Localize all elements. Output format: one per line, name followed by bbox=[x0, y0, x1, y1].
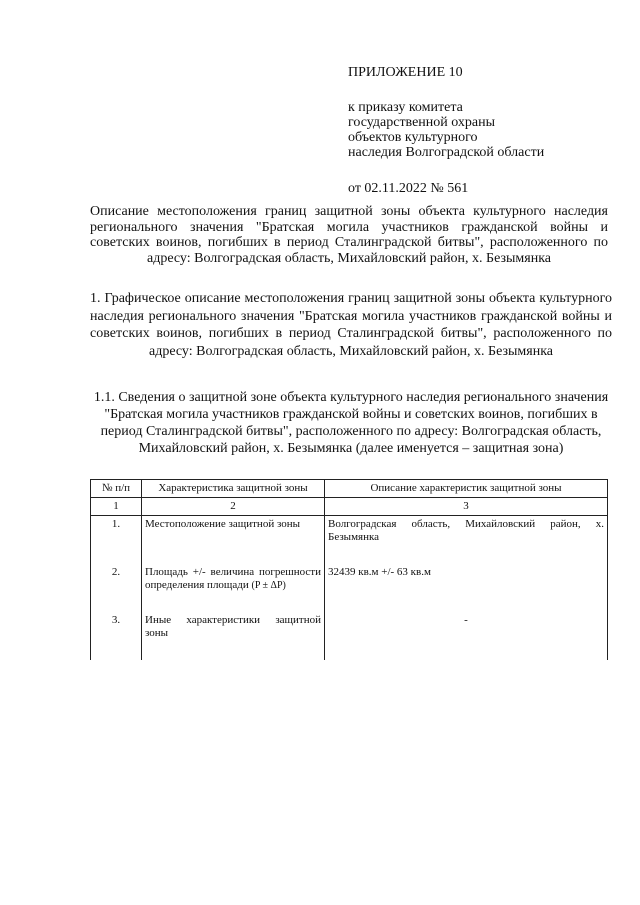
row-characteristic: Местоположение защитной зоны bbox=[142, 516, 325, 565]
row-number: 3. bbox=[91, 612, 142, 660]
header-number: № п/п bbox=[91, 480, 142, 498]
row-description: Волгоградская область, Михайловский район, х. Безымянка bbox=[325, 516, 608, 565]
document-heading: Описание местоположения границ защитной зоны объекта культурного наследия регионального значения "Братская могила участников гражданской войны и советских воинов, погибших в период Сталинградской битвы", расположенного по адресу: Волгоградская область, Михайловский район, х. Безымянка bbox=[90, 204, 608, 266]
appendix-line: государственной охраны bbox=[348, 115, 496, 130]
column-number: 3 bbox=[325, 498, 608, 516]
appendix-block bbox=[348, 64, 618, 198]
area-formula: (P ± ΔP) bbox=[251, 580, 286, 591]
header-characteristic: Характеристика защитной зоны bbox=[142, 480, 325, 498]
table-header-row bbox=[91, 480, 608, 498]
row-number: 2. bbox=[91, 564, 142, 612]
column-number: 2 bbox=[142, 498, 325, 516]
appendix-line: к приказу комитета bbox=[348, 100, 463, 115]
appendix-order-reference bbox=[348, 100, 618, 160]
row-description: - bbox=[325, 612, 608, 660]
header-description: Описание характеристик защитной зоны bbox=[325, 480, 608, 498]
row-characteristic: Иные характеристики защитной зоны bbox=[142, 612, 325, 660]
table-row bbox=[91, 564, 608, 612]
section-1-title: 1. Графическое описание местоположения границ защитной зоны объекта культурного наследия регионального значения "Братская могила участников гражданской войны и советских воинов, погибших в период Сталинградской битвы", расположенного по адресу: Волгоградская область, Михайловский район, х. Безымянка bbox=[90, 291, 612, 359]
row-number: 1. bbox=[91, 516, 142, 565]
row-characteristic: Площадь +/- величина погрешности определения площади bbox=[145, 566, 321, 591]
appendix-line: наследия Волгоградской области bbox=[348, 145, 545, 160]
table-row bbox=[91, 612, 608, 660]
table-row bbox=[91, 516, 608, 565]
protection-zone-table bbox=[90, 479, 608, 660]
column-number: 1 bbox=[91, 498, 142, 516]
section-1-1-title: 1.1. Сведения о защитной зоне объекта культурного наследия регионального значения "Братская могила участников гражданской войны и советских воинов, погибших в период Сталинградской битвы", расположенного по адресу: Волгоградская область, Михайловский район, х. Безымянка (далее именуется – защитная зона) bbox=[93, 390, 609, 456]
row-description: 32439 кв.м +/- 63 кв.м bbox=[325, 564, 608, 612]
appendix-date: от 02.11.2022 № 561 bbox=[348, 181, 469, 196]
row-characteristic-cell bbox=[142, 564, 325, 612]
appendix-title: ПРИЛОЖЕНИЕ 10 bbox=[348, 65, 463, 80]
table-column-number-row bbox=[91, 498, 608, 516]
appendix-line: объектов культурного bbox=[348, 130, 478, 145]
